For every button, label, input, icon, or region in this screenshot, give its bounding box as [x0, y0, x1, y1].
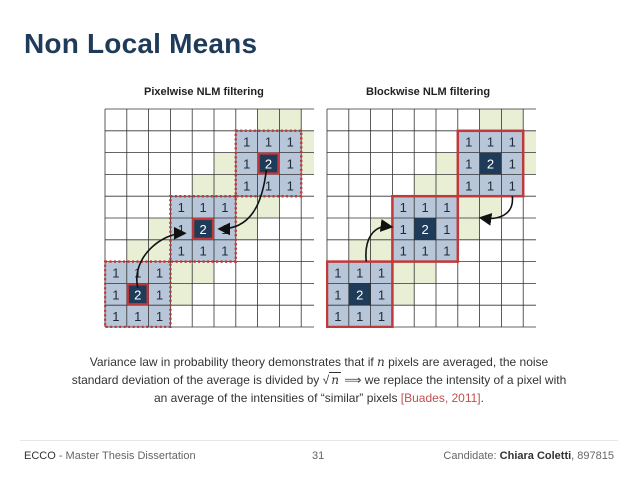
- footer-divider: [20, 440, 618, 441]
- pixel-value: 1: [243, 134, 251, 150]
- pixel-value-center: 2: [421, 221, 429, 237]
- pixel-value-center: 2: [199, 221, 207, 237]
- band-cell: [279, 109, 301, 131]
- caption-line-2: standard deviation of the average is divided by √ n ⟹ we replace the intensity of a pixel with: [71, 373, 567, 387]
- pixel-value: 1: [486, 178, 495, 194]
- band-cell: [436, 174, 458, 196]
- pixel-value: 1: [155, 309, 164, 325]
- pixel-value: 1: [177, 221, 185, 237]
- pixel-value: 1: [421, 200, 429, 216]
- band-cell: [458, 196, 480, 218]
- blockwise-panel-title: Blockwise NLM filtering: [366, 86, 491, 98]
- caption-line-1: Variance law in probability theory demonstrates that if n pixels are averaged, the noise: [89, 355, 549, 369]
- pixelwise-nlm-grid: [104, 108, 314, 328]
- band-cell: [258, 109, 280, 131]
- pixel-value: 1: [356, 265, 364, 281]
- pixel-value: 1: [508, 156, 516, 172]
- pixel-value: 1: [243, 178, 251, 194]
- band-cell: [392, 283, 414, 305]
- band-cell: [480, 109, 502, 131]
- pixel-value: 1: [334, 309, 342, 325]
- footer-right: Candidate: Chiara Coletti, 897815: [443, 450, 614, 462]
- pixel-value: 1: [264, 134, 273, 150]
- footer-left: ECCO - Master Thesis Dissertation: [24, 450, 196, 462]
- band-cell: [392, 262, 414, 284]
- band-cell: [127, 240, 149, 262]
- band-cell: [501, 109, 523, 131]
- band-cell: [480, 196, 502, 218]
- pixel-value-center: 2: [356, 287, 364, 303]
- pixel-value: 1: [286, 156, 294, 172]
- band-cell: [436, 153, 458, 175]
- pixel-value: 1: [399, 243, 407, 259]
- band-cell: [170, 262, 192, 284]
- pixel-value-center: 2: [264, 156, 273, 172]
- pixel-value: 1: [199, 200, 207, 216]
- pixel-value: 1: [134, 309, 142, 325]
- band-cell: [523, 153, 536, 175]
- sqrt-n: √ n: [322, 373, 339, 387]
- band-cell: [236, 196, 258, 218]
- band-cell: [192, 174, 214, 196]
- pixel-value: 1: [112, 265, 120, 281]
- slide-title: Non Local Means: [24, 28, 258, 59]
- pixel-value: 1: [377, 309, 386, 325]
- pixel-value: 1: [177, 243, 185, 259]
- band-cell: [414, 174, 436, 196]
- pixel-value: 1: [155, 287, 164, 303]
- pixel-value: 1: [199, 243, 207, 259]
- band-cell: [192, 262, 214, 284]
- page-number: 31: [312, 450, 325, 462]
- pixel-value: 1: [221, 200, 229, 216]
- pixel-value-center: 2: [486, 156, 495, 172]
- pixel-value: 1: [465, 156, 473, 172]
- band-cell: [523, 131, 536, 153]
- pixel-value: 1: [334, 265, 342, 281]
- variable-n: n: [377, 355, 385, 369]
- pixel-value: 1: [421, 243, 429, 259]
- pixel-value: 1: [112, 287, 120, 303]
- pixel-value: 1: [134, 265, 142, 281]
- pixel-value: 1: [377, 265, 386, 281]
- band-cell: [301, 153, 314, 175]
- pixel-value: 1: [465, 134, 473, 150]
- band-cell: [214, 153, 236, 175]
- pixel-value: 1: [264, 178, 273, 194]
- pixel-value: 1: [243, 156, 251, 172]
- caption-line-3: an average of the intensities of “similar” pixels [Buades, 2011].: [154, 391, 484, 405]
- pixel-value: 1: [508, 178, 516, 194]
- pixelwise-panel-title: Pixelwise NLM filtering: [144, 86, 264, 98]
- band-cell: [214, 174, 236, 196]
- pixel-value-center: 2: [134, 287, 142, 303]
- band-cell: [149, 240, 171, 262]
- pixel-value: 1: [286, 134, 294, 150]
- pixel-value: 1: [286, 178, 294, 194]
- pixel-value: 1: [377, 287, 386, 303]
- pixel-value: 1: [112, 309, 120, 325]
- pixel-value: 1: [155, 265, 164, 281]
- pixel-value: 1: [221, 243, 229, 259]
- band-cell: [301, 131, 314, 153]
- caption: [20, 353, 618, 407]
- citation: [Buades, 2011]: [400, 391, 481, 405]
- band-cell: [170, 283, 192, 305]
- pixel-value: 1: [465, 178, 473, 194]
- pixel-value: 1: [399, 200, 407, 216]
- band-cell: [258, 196, 280, 218]
- band-cell: [371, 218, 393, 240]
- pixel-value: 1: [221, 221, 229, 237]
- pixel-value: 1: [443, 221, 451, 237]
- pixel-value: 1: [443, 243, 451, 259]
- pixel-value: 1: [508, 134, 516, 150]
- band-cell: [458, 218, 480, 240]
- pixel-value: 1: [356, 309, 364, 325]
- pixel-value: 1: [486, 134, 495, 150]
- pixel-value: 1: [177, 200, 185, 216]
- band-cell: [414, 262, 436, 284]
- blockwise-nlm-grid: [326, 108, 536, 328]
- pixel-value: 1: [399, 221, 407, 237]
- pixel-value: 1: [443, 200, 451, 216]
- band-cell: [371, 240, 393, 262]
- band-cell: [236, 218, 258, 240]
- pixel-value: 1: [334, 287, 342, 303]
